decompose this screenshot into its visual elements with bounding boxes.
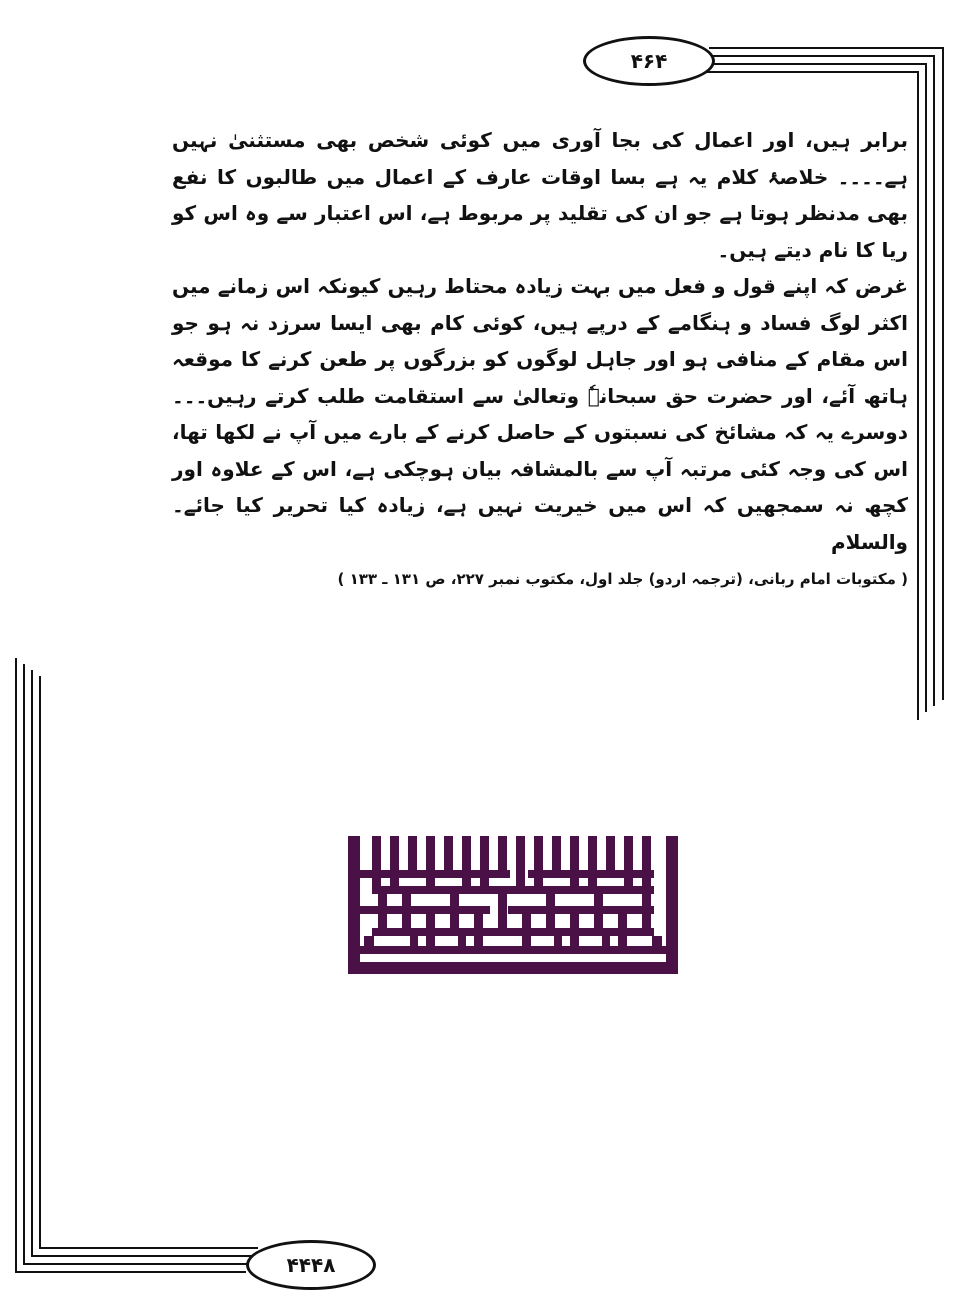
- page-number-bottom-text: ۴۴۴۸: [286, 1253, 336, 1277]
- page-number-bottom: [246, 1240, 376, 1290]
- paragraph-2: غرض کہ اپنے قول و فعل میں بہت زیادہ محتاط رہیں کیونکہ اس زمانے میں اکثر لوگ فساد و ہنگامے کے درپے ہیں، کوئی کام بھی ایسا سرزد نہ ہو جو اس مقام کے منافی ہو اور جاہل لوگوں کو بزرگوں پر طعن کرنے کا موقعہ ہاتھ آئے، اور حضرت حق سبحانہٗ وتعالیٰ سے استقامت طلب کرتے رہیں۔۔۔ دوسرے یہ کہ مشائخ کی نسبتوں کے حاصل کرنے کے بارے میں آپ نے لکھا تھا، اس کی وجہ کئی مرتبہ آپ سے بالمشافہ بیان ہوچکی ہے، اس کے علاوہ اور کچھ نہ سمجھیں کہ اس میں خیریت نہیں ہے، زیادہ کیا تحریر کیا جائے۔ والسلام: [172, 274, 908, 554]
- citation: ( مکتوبات امام ربانی، (ترجمہ اردو) جلد اول، مکتوب نمبر ۲۲۷، ص ۱۳۱ ـ ۱۳۳ ): [337, 570, 908, 588]
- body-text: [172, 122, 908, 594]
- page-number-top: [583, 36, 715, 86]
- page-number-top-text: ۴۶۴: [630, 49, 668, 73]
- paragraph-1: برابر ہیں، اور اعمال کی بجا آوری میں کوئی شخص بھی مستثنیٰ نہیں ہے۔۔۔۔ خلاصۂ کلام یہ ہے بسا اوقات عارف کے اعمال میں طالبوں کا نفع بھی مدنظر ہوتا ہے جو ان کی تقلید پر مربوط ہے، اس اعتبار سے وہ اس کو ریا کا نام دیتے ہیں۔: [172, 128, 908, 262]
- kufic-calligraphy: [348, 836, 678, 974]
